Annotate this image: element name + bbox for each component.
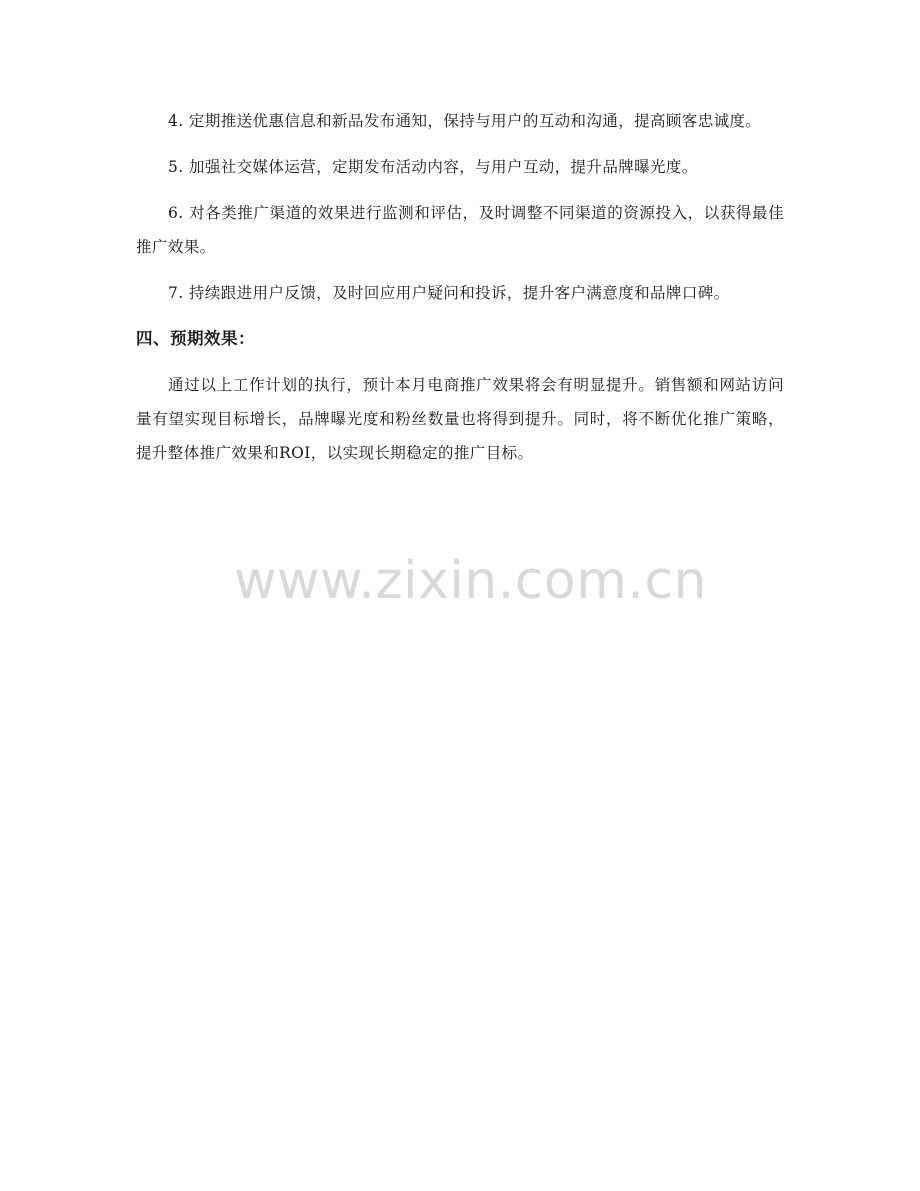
watermark: www.zixin.com.cn	[234, 551, 707, 611]
list-item-7: 7. 持续跟进用户反馈，及时回应用户疑问和投诉，提升客户满意度和品牌口碑。	[168, 284, 730, 302]
list-item-4: 4. 定期推送优惠信息和新品发布通知，保持与用户的互动和沟通，提高顾客忠诚度。	[168, 112, 762, 130]
list-item-5: 5. 加强社交媒体运营，定期发布活动内容，与用户互动，提升品牌曝光度。	[168, 158, 698, 176]
section-body: 通过以上工作计划的执行，预计本月电商推广效果将会有明显提升。销售额和网站访问量有望实现目标增长，品牌曝光度和粉丝数量也将得到提升。同时，将不断优化推广策略，提升整体推广效果和ROI，以实现长期稳定的推广目标。	[136, 376, 784, 462]
document-content	[136, 104, 784, 482]
section-heading: 四、预期效果：	[136, 329, 255, 348]
list-item-6: 6. 对各类推广渠道的效果进行监测和评估，及时调整不同渠道的资源投入，以获得最佳推广效果。	[136, 204, 784, 256]
